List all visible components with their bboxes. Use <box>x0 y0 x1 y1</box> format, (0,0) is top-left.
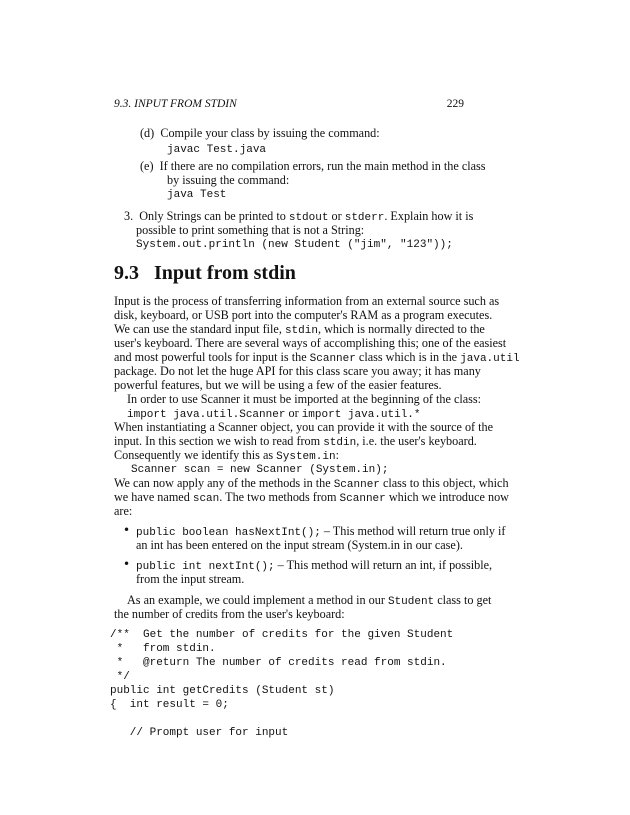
inline-code: java.util <box>460 353 520 365</box>
para-line <box>114 490 509 506</box>
inline-code: Student <box>387 596 435 608</box>
text: – This method will return true only if <box>320 524 506 538</box>
inline-code: import java.util.Scanner <box>127 409 286 421</box>
text: . The two methods from <box>219 490 340 504</box>
text: – This method will return an int, if possible, <box>274 558 493 572</box>
section-number: 9.3 <box>114 262 139 284</box>
code-line: * @return The number of credits read from stdin. <box>110 657 447 669</box>
inline-code: import java.util.* <box>301 409 421 421</box>
para-line <box>114 448 339 464</box>
code-line: */ <box>110 671 130 683</box>
item-label: 3. <box>124 209 134 223</box>
section-title: Input from stdin <box>154 262 296 284</box>
text: which we introduce now <box>385 490 509 504</box>
bullet-icon: • <box>123 557 131 571</box>
step-text: If there are no compilation errors, run the main method in the class <box>159 159 486 173</box>
code-line: { int result = 0; <box>110 699 229 711</box>
para-line: package. Do not let the huge API for this class scare you away; it has many <box>114 364 481 378</box>
step-d <box>140 126 380 140</box>
para-line: the number of credits from the user's keyboard: <box>114 607 345 621</box>
inline-code: public int nextInt(); <box>136 561 275 573</box>
text: . Explain how it is <box>384 209 474 223</box>
text: or <box>285 406 302 420</box>
inline-code: stdin <box>284 325 318 337</box>
code-line: * from stdin. <box>110 643 216 655</box>
item-3-code: System.out.println (new Student ("jim", "123")); <box>136 239 453 251</box>
text: We can use the standard input file, <box>114 322 285 336</box>
step-e-code: java Test <box>167 189 227 201</box>
text: input. In this section we wish to read from <box>114 434 324 448</box>
para-line: are: <box>114 504 133 518</box>
text: Consequently we identify this as <box>114 448 277 462</box>
inline-code: stdout <box>288 212 329 224</box>
text: or <box>328 209 345 223</box>
step-d-code: javac Test.java <box>167 144 267 156</box>
inline-code: Scanner <box>333 479 380 491</box>
scanner-declaration-code: Scanner scan = new Scanner (System.in); <box>131 464 389 476</box>
inline-code: Scanner <box>339 493 386 505</box>
bullet-icon: • <box>123 523 131 537</box>
inline-code: stdin <box>323 437 357 449</box>
para-line: When instantiating a Scanner object, you can provide it with the source of the <box>114 420 494 434</box>
para-line: Input is the process of transferring information from an external source such as <box>114 294 500 308</box>
step-e <box>140 159 486 173</box>
inline-code: System.in <box>276 451 336 463</box>
inline-code: scan <box>192 493 220 505</box>
text: class which is in the <box>355 350 461 364</box>
text: class to this object, which <box>379 476 509 490</box>
item-3-text-2: possible to print something that is not a String: <box>136 223 365 237</box>
step-label: (e) <box>140 159 154 173</box>
text: , i.e. the user's keyboard. <box>356 434 477 448</box>
bullet-item-line-2: an int has been entered on the input stream (System.in in our case). <box>136 538 463 552</box>
running-header-title: 9.3. INPUT FROM STDIN <box>114 98 237 110</box>
step-e-text-2: by issuing the command: <box>167 173 290 187</box>
inline-code: stderr <box>344 212 385 224</box>
bullet-item-line-2: from the input stream. <box>136 572 245 586</box>
text: we have named <box>114 490 193 504</box>
para-line: disk, keyboard, or USB port into the computer's RAM as a program executes. <box>114 308 493 322</box>
step-text: Compile your class by issuing the command: <box>160 126 380 140</box>
text: and most powerful tools for input is the <box>114 350 310 364</box>
para-line: powerful features, but we will be using a few of the easier features. <box>114 378 442 392</box>
para-line: user's keyboard. There are several ways of accomplishing this; one of the easiest <box>114 336 507 350</box>
text: We can now apply any of the methods in the <box>114 476 334 490</box>
text: , which is normally directed to the <box>317 322 485 336</box>
section-heading <box>114 262 296 285</box>
text: As an example, we could implement a method in our <box>127 593 388 607</box>
step-label: (d) <box>140 126 155 140</box>
para-line: In order to use Scanner it must be imported at the beginning of the class: <box>127 392 482 406</box>
page-number: 229 <box>446 98 464 110</box>
inline-code: public boolean hasNextInt(); <box>136 527 321 539</box>
text: : <box>335 448 339 462</box>
code-line: public int getCredits (Student st) <box>110 685 335 697</box>
code-line: // Prompt user for input <box>110 727 289 739</box>
text: Only Strings can be printed to <box>139 209 289 223</box>
text: class to get <box>434 593 492 607</box>
code-line: /** Get the number of credits for the given Student <box>110 629 454 641</box>
inline-code: Scanner <box>309 353 356 365</box>
